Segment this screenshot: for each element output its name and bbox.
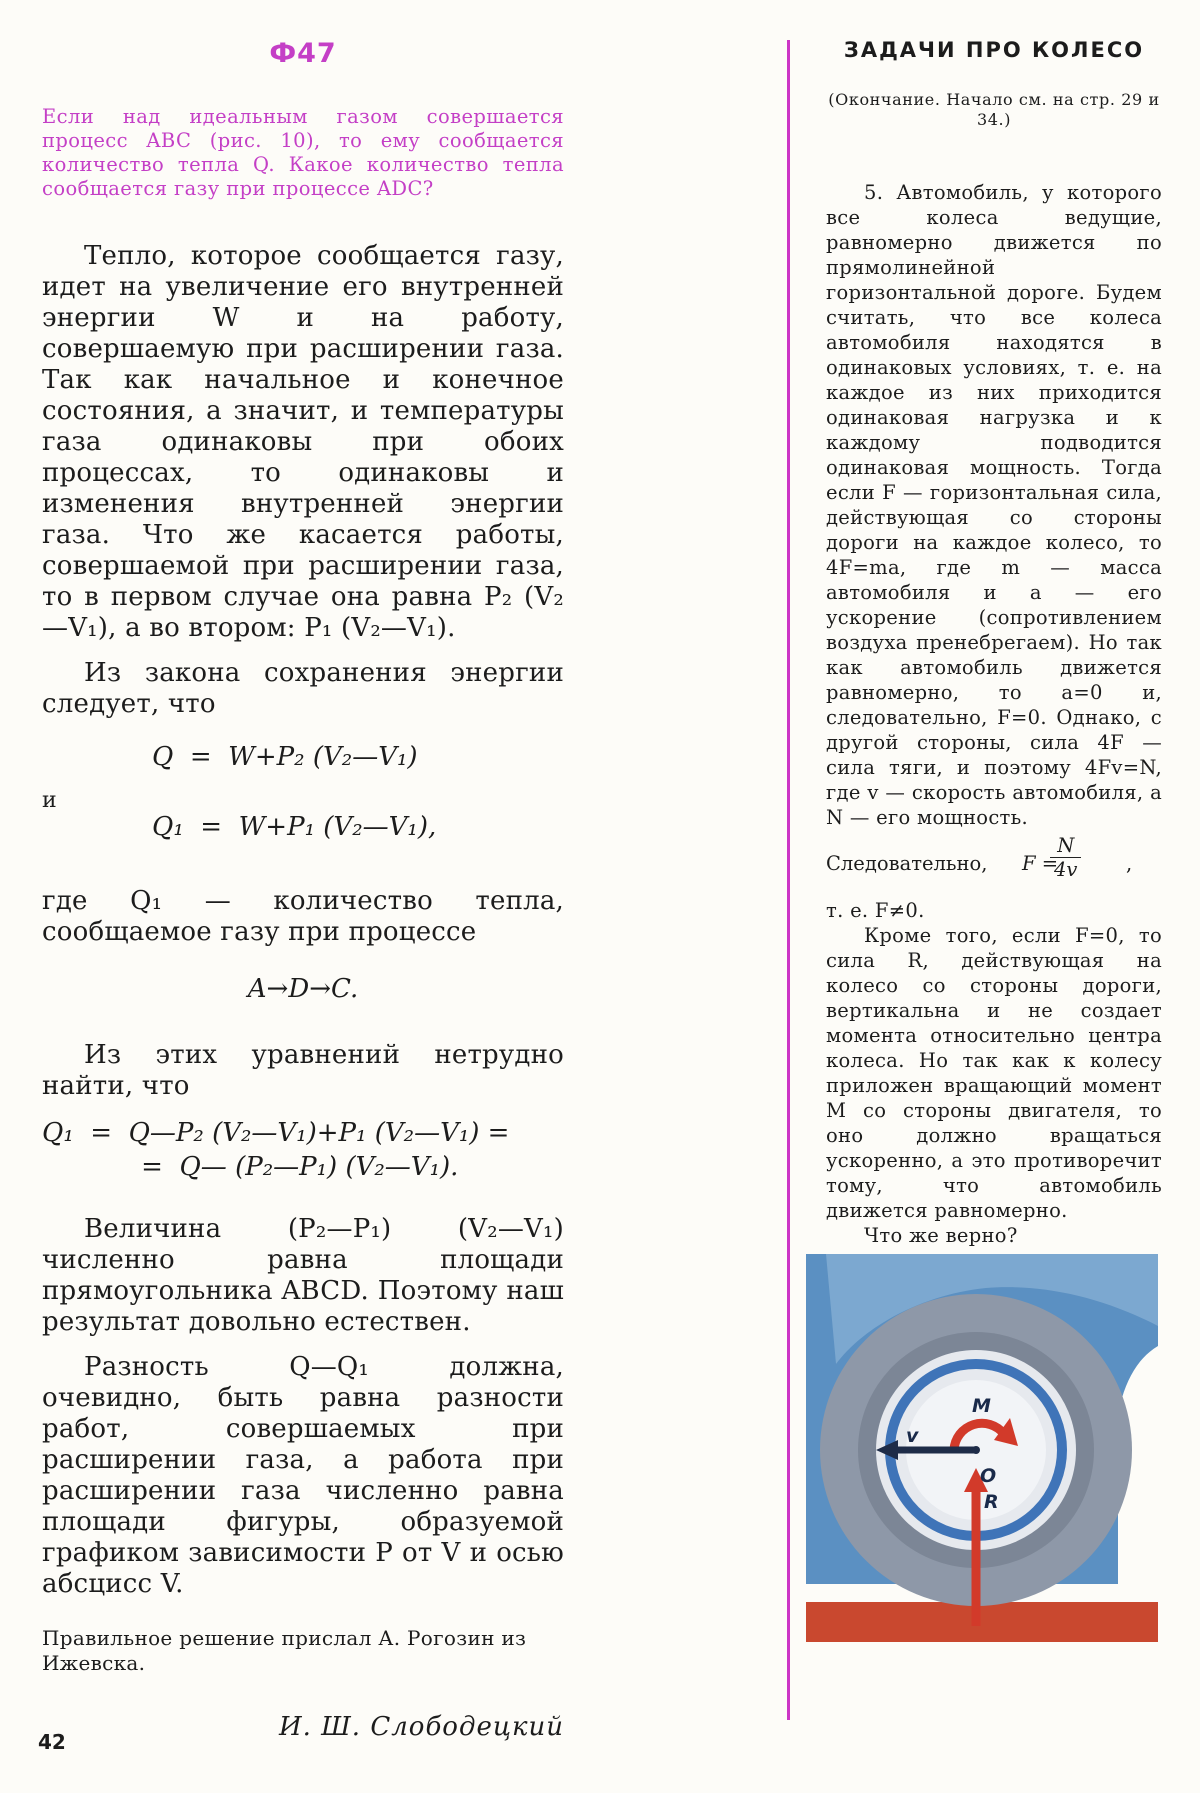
solution-paragraph-4: Из этих уравнений нетрудно найти, что [42,1040,564,1101]
formula-comma: , [1126,852,1133,875]
wheel-svg [806,1254,1176,1650]
solution [42,241,564,1600]
problem-statement: Если над идеальным газом совершается процесс ABC (рис. 10), то ему сообщается количество тепла Q. Какое количество тепла сообщается газу при процессе ADC? [42,105,564,200]
label-r: R [984,1491,999,1513]
section-note: (Окончание. Начало см. на стр. 29 и 34.) [828,90,1160,129]
problem-5-text: 5. Автомобиль, у которого все колеса ведущие, равномерно движется по прямолинейной горизонтальной дороге. Будем считать, что все колеса автомобиля находятся в одинаковых условиях, т. е. на каждое из них приходится одинаковая нагрузка и к каждому подводится одинаковая мощность. Тогда если F — горизонтальная сила, действующая со стороны дороги на каждое колесо, то 4F=ma, где m — масса автомобиля и a — его ускорение (сопротивлением воздуха пренебрегаем). Но так как автомобиль движется равномерно, то a=0 и, следовательно, F=0. Однако, с другой стороны, сила 4F — сила тяги, и поэтому 4Fv=N, где v — скорость автомобиля, а N — его мощность. [826,181,1162,829]
process-path: A→D→C. [247,974,359,1004]
q1-result-equation [42,1116,564,1184]
energy-equations [42,742,564,862]
label-m: M [972,1395,991,1417]
q1-eq-line-1: Q₁ = Q—P₂ (V₂—V₁)+P₁ (V₂—V₁) = [42,1118,510,1148]
problem-5-paragraph-2: Кроме того, если F=0, то сила R, действующая на колесо со стороны дороги, вертикальна и не создает момента относительно центра колеса. Но так как к колесу приложен вращающий момент M со стороны двигателя, то оно должно вращаться ускоренно, а это противоречит тому, что автомобиль движется равномерно. [826,924,1162,1222]
author-signature: И. Ш. Слободецкий [278,1712,564,1742]
force-formula [826,834,1162,892]
solution-paragraph-1: Тепло, которое сообщается газу, идет на увеличение его внутренней энергии W и на работу, совершаемую при расширении газа. Так как начальное и конечное состояния, а значит, и температуры газа одинаковы при обоих процессах, то одинаковы и изменения внутренней энергии газа. Что же касается работы, совершаемой при расширении газа, то в первом случае она равна P₂ (V₂—V₁), а во втором: P₁ (V₂—V₁). [42,241,564,643]
section-title: ЗАДАЧИ ПРО КОЛЕСО [843,38,1145,62]
fraction-numerator: N [1057,834,1075,857]
fraction-denominator: 4v [1050,857,1081,881]
formula-lhs: F = [1022,852,1059,875]
column-divider [787,40,790,1720]
equation-q1: Q₁ = W+P₁ (V₂—V₁), [152,812,437,842]
and-word: и [42,788,57,813]
solution-paragraph-5: Величина (P₂—P₁) (V₂—V₁) численно равна площади прямоугольника ABCD. Поэтому наш результат довольно естествен. [42,1214,564,1337]
solution-paragraph-3: где Q₁ — количество тепла, сообщаемое газу при процессе [42,886,564,947]
problem-5-question: Что же верно? [864,1224,1018,1247]
label-v: v [906,1425,919,1447]
wheel-illustration [806,1254,1176,1650]
label-o: O [980,1465,997,1487]
formula-fraction [1050,834,1081,881]
solution-paragraph-6: Разность Q—Q₁ должна, очевидно, быть равна разности работ, совершаемых при расширении газа, а работа при расширении газа численно равна площади фигуры, образуемой графиком зависимости P от V и осью абсцисс V. [42,1352,564,1599]
equation-q: Q = W+P₂ (V₂—V₁) [152,742,418,772]
credit-line: Правильное решение прислал А. Рогозин из Ижевска. [42,1626,527,1675]
page-number: 42 [38,1730,66,1754]
road-surface [806,1602,1158,1642]
q1-eq-line-2: = Q— (P₂—P₁) (V₂—V₁). [42,1152,459,1182]
left-column [42,38,564,1742]
consequently-label: Следовательно, [826,852,988,875]
right-column [826,38,1162,1248]
inequality-line: т. е. F≠0. [826,899,925,922]
problem-number: Ф47 [269,38,337,69]
wheel-center-dot [972,1446,980,1454]
solution-paragraph-2: Из закона сохранения энергии следует, что [42,658,564,719]
